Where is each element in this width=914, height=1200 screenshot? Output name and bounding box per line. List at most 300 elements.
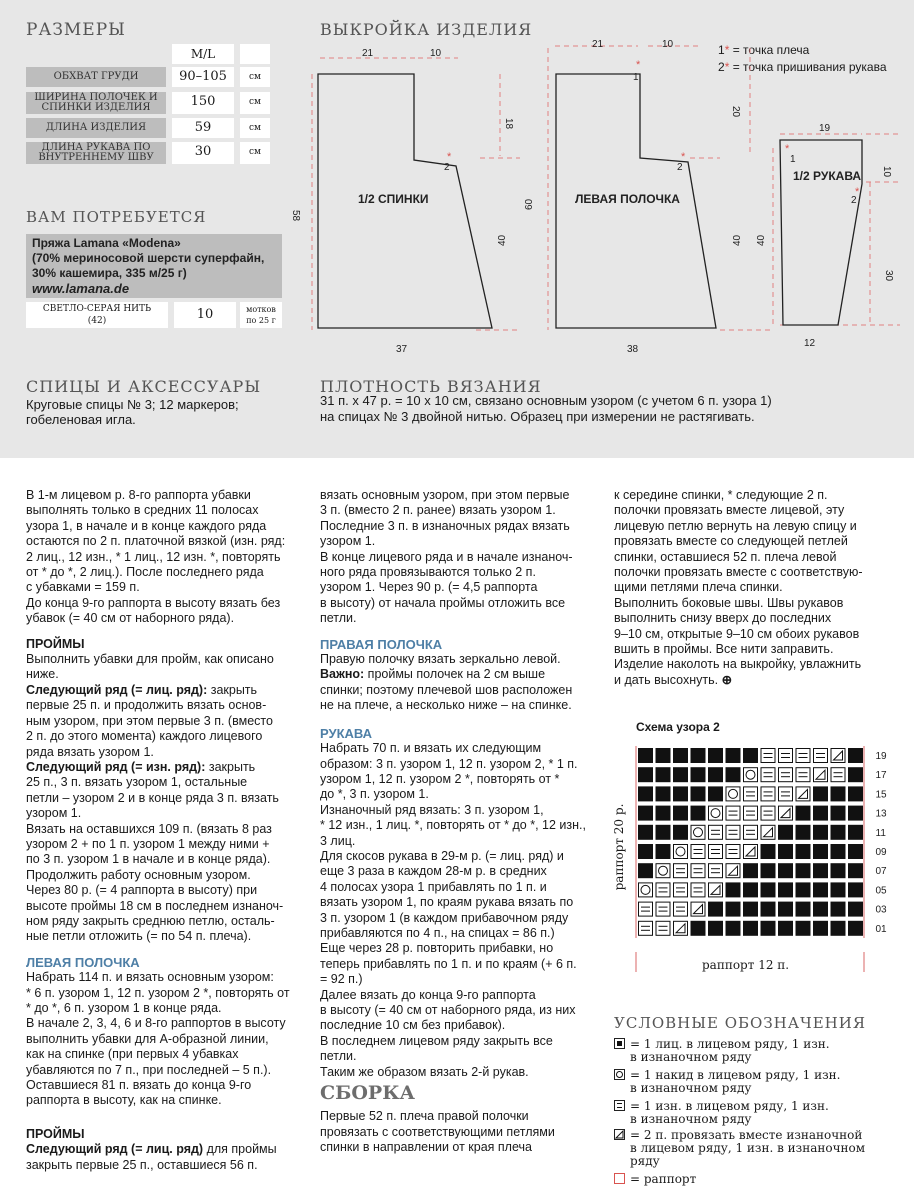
dim-label: 40 (497, 234, 508, 246)
chart-cell (831, 749, 845, 763)
row-number: 03 (875, 904, 887, 916)
text-line: 3 п. узором 1 (в каждом прибавочном ряду (320, 910, 569, 925)
chart-cell (709, 883, 723, 897)
size-header: M/L (172, 44, 234, 64)
size-unit: см (240, 92, 270, 114)
chart-cell (726, 825, 740, 839)
chart-cell (761, 882, 776, 897)
tools-line: гобеленовая игла. (26, 412, 136, 427)
text-line: Набрать 114 п. и вязать основным узором: (26, 970, 274, 985)
chart-cell (831, 806, 846, 821)
size-label: ШИРИНА ПОЛОЧЕК И СПИНКИ ИЗДЕЛИЯ (26, 92, 166, 114)
chart-cell (639, 883, 653, 897)
text-run: закрыть (205, 759, 256, 774)
chart-cell (638, 767, 653, 782)
text-line: в высоту (= 40 см от наборного ряда, из них (320, 1003, 576, 1017)
chart-cell (796, 921, 811, 936)
chart-cell (708, 748, 723, 763)
chart-cell (796, 787, 810, 801)
chart-cell (656, 786, 671, 801)
text-line: выполнить убавки для А-образной линии, (26, 1031, 269, 1046)
text-line: выполнять только в средних 11 полосах (26, 503, 259, 518)
text-line: * 6 п. узором 1, 12 п. узором 2 *, повторять от (26, 985, 290, 1000)
chart-cell (778, 825, 793, 840)
text-line: Продолжить работу основным узором. (26, 867, 251, 882)
text-line: ного ряда провязываются только 2 п. (320, 565, 536, 580)
text-line: образом: 3 п. узором 1, 12 п. узором 2, * 1 п. (320, 756, 578, 771)
size-value: 90–105 (172, 67, 234, 87)
text-line: Таким же образом вязать 2-й рукав. (320, 1064, 529, 1079)
chart-cell (813, 882, 828, 897)
text-line: ном ряду закрыть среднюю петлю, осталь- (26, 913, 275, 928)
chart-cell (673, 786, 688, 801)
chart-cell (674, 845, 688, 859)
chart-cell (726, 882, 741, 897)
row-number: 11 (875, 827, 886, 839)
text-line: В начале 2, 3, 4, 6 и 8-го раппортов в высоту (26, 1016, 286, 1031)
chart-cell (796, 882, 811, 897)
text-line (26, 760, 308, 775)
text-line: спинки; поэтому плечевой шов расположен (320, 682, 573, 697)
sleeve-piece (780, 140, 862, 325)
row-number: 01 (875, 923, 887, 935)
text-line: 2 п. до этого момента) каждого лицевого (26, 729, 263, 744)
dim-label: 21 (362, 48, 374, 59)
color-label: СВЕТЛО-СЕРАЯ НИТЬ (42, 304, 152, 314)
chart-cell (691, 825, 705, 839)
size-label: ДЛИНА РУКАВА ПО ВНУТРЕННЕМУ ШВУ (26, 142, 166, 164)
chart-cell (726, 787, 740, 801)
chart-cell (656, 921, 670, 935)
chart-cell (778, 863, 793, 878)
dim-label: 12 (804, 338, 816, 349)
legend-text: в изнаночном ряду (630, 1050, 752, 1064)
chart-cell (744, 845, 758, 859)
size-label: ОБХВАТ ГРУДИ (26, 67, 166, 87)
text-line: ниже. (26, 667, 59, 682)
note-mark: 1 (718, 43, 725, 57)
dim-label: 10 (881, 166, 892, 178)
guide-lines (312, 46, 900, 330)
legend-text: = 2 п. провязать вместе изнаночной (630, 1128, 863, 1142)
yarn-line: Пряжа Lamana «Modena» (32, 236, 181, 250)
dim-label: 20 (730, 106, 741, 118)
section-heading: ПРОЙМЫ (26, 636, 85, 651)
text-line: убавляются по 7 п., при последней – 5 п.). (26, 1062, 272, 1077)
knitting-chart (630, 740, 910, 980)
mark-1: 1 (633, 72, 639, 83)
row-numbers (876, 751, 888, 935)
chart-cell (814, 749, 828, 763)
chart-cell (744, 787, 758, 801)
tools-title: СПИЦЫ И АКСЕССУАРЫ (26, 377, 262, 396)
dim-label: 19 (819, 123, 831, 134)
text-line: не на плече, а несколько ниже – на спинке. (320, 698, 572, 713)
chart-cell (831, 863, 846, 878)
text-line: Последние 3 п. в изнаночных рядах вязать (320, 518, 570, 533)
chart-cell (656, 844, 671, 859)
dim-label: 40 (756, 234, 767, 246)
bold-run: Важно: (320, 667, 365, 682)
text-line: вязать основным узором, при этом первые (320, 488, 570, 502)
size-unit: см (240, 67, 270, 87)
chart-cell (743, 882, 758, 897)
gauge-text (320, 393, 772, 425)
text-line: петли. (320, 611, 357, 626)
text-line: Правую полочку вязать зеркально левой. (320, 652, 561, 667)
chart-cell (761, 902, 776, 917)
legend-text: в изнаночном ряду (630, 1081, 752, 1095)
text-line (26, 1142, 308, 1157)
text-line: прибавляются по 4 п., на спицах = 86 п.) (320, 925, 555, 940)
chart-cell (708, 786, 723, 801)
chart-cell (674, 902, 688, 916)
repeat-v-wrap (614, 770, 628, 930)
text-line: остаются по 2 п. платочной вязкой (изн. ряд: (26, 534, 286, 549)
text-line: раппорта в высоту, как на спинке. (26, 1093, 222, 1108)
pattern-title: ВЫКРОЙКА ИЗДЕЛИЯ (320, 20, 533, 39)
text-line: петли. (320, 1049, 357, 1064)
chart-cell (813, 863, 828, 878)
size-value: 59 (172, 118, 234, 138)
text-line: узором 1, 12 п. узором 2 *, повторять от * (320, 771, 560, 786)
text-line: * 12 изн., 1 лиц. *, повторять от * до *, 12 изн., (320, 818, 586, 833)
text-line: к середине спинки, * следующие 2 п. (614, 488, 828, 502)
chart-cell (656, 806, 671, 821)
chart-cell (796, 902, 811, 917)
chart-cell (761, 863, 776, 878)
chart-cell (673, 825, 688, 840)
text-line: Оставшиеся 81 п. вязать до конца 9-го (26, 1078, 252, 1093)
text-line: узором 1. (320, 534, 376, 549)
text-line: В последнем лицевом ряду закрыть все (320, 1033, 553, 1048)
chart-cell (761, 768, 775, 782)
note-text: = точка плеча (732, 43, 810, 57)
chart-cell (691, 921, 706, 936)
chart-cell (796, 749, 810, 763)
legend-item (614, 1069, 840, 1095)
mark-2: 2 (851, 195, 857, 206)
text-run: проймы полочек на 2 см выше (364, 667, 546, 682)
chart-cell (656, 883, 670, 897)
chart-cell (691, 767, 706, 782)
legend-text: в изнаночном ряду (630, 1112, 752, 1126)
chart-cell (848, 825, 863, 840)
yarn-over-circle-icon (614, 1069, 625, 1080)
red-star-icon: * (785, 143, 790, 155)
text-line: 2 лиц., 12 изн., * 1 лиц., 12 изн. *, повторять (26, 549, 281, 564)
decrease-triangle-icon (614, 1129, 625, 1140)
text-line: от * до *, 2 лиц.). После последнего ряда (26, 565, 264, 580)
red-star-icon: * (724, 60, 730, 74)
text-line: Изнаночный ряд вязать: 3 п. узором 1, (320, 802, 544, 817)
qty-unit: мотков (246, 305, 276, 314)
text-line: ным узором, при этом первые 3 п. (вместо (26, 713, 273, 728)
chart-cell (778, 921, 793, 936)
chart-cell (708, 767, 723, 782)
text-line: Еще через 28 р. повторить прибавки, но (320, 941, 554, 956)
section-heading: РУКАВА (320, 725, 373, 741)
text-line: узором 2 + по 1 п. узором 1 между ними + (26, 836, 270, 851)
text-line: В 1-м лицевом р. 8-го раппорта убавки (26, 488, 251, 502)
text-column-2 (320, 488, 600, 1156)
chart-cell (743, 863, 758, 878)
chart-cell (638, 825, 653, 840)
text-line: как на спинке (при первых 4 убавках (26, 1047, 239, 1062)
size-label: ДЛИНА ИЗДЕЛИЯ (26, 118, 166, 138)
text-line (614, 673, 904, 688)
dim-label: 38 (627, 344, 639, 355)
text-line: еще 3 раза в каждом 28-м р. в средних (320, 864, 547, 879)
knit-square-icon (614, 1038, 625, 1049)
text-line: Для скосов рукава в 29-м р. (= лиц. ряд) и (320, 848, 564, 863)
yarn-qty: 10 (174, 302, 236, 328)
chart-cell (848, 882, 863, 897)
chart-cell (656, 748, 671, 763)
legend-text: = раппорт (630, 1172, 697, 1186)
text-line: с убавками = 159 п. (26, 580, 140, 595)
mark-2: 2 (677, 162, 683, 173)
chart-cell (673, 806, 688, 821)
yarn-line: 30% кашемира, 335 м/25 г) (32, 266, 187, 280)
text-line: В конце лицевого ряда и в начале изнаноч- (320, 549, 573, 564)
chart-cell (638, 863, 653, 878)
chart-cell (726, 902, 741, 917)
chart-cell (726, 748, 741, 763)
text-line: убавок (= 40 см от наборного ряда). (26, 611, 235, 626)
chart-cell (674, 921, 688, 935)
chart-cell (673, 748, 688, 763)
text-line: * до *, 6 п. узором 1 в конце ряда. (26, 1001, 222, 1015)
bold-run: Следующий ряд (= лиц. ряд) (26, 1142, 204, 1157)
chart-cell (761, 787, 775, 801)
chart-cell (726, 845, 740, 859)
text-line: ряда вязать узором 1. (26, 744, 154, 759)
row-number: 13 (875, 808, 887, 820)
chart-cell (796, 844, 811, 859)
text-line: первые 25 п. и продолжить вязать основ- (26, 698, 267, 713)
chart-cell (708, 921, 723, 936)
purl-square-icon (614, 1100, 625, 1111)
text-line: полочки провязать вместе с соответствую- (614, 565, 863, 580)
legend-item (614, 1173, 696, 1186)
text-line: вшить в проймы. Все нити заправить. (614, 642, 834, 657)
row-number: 19 (875, 751, 887, 762)
bold-run: Следующий ряд (= изн. ряд): (26, 759, 206, 774)
dim-label: 18 (503, 118, 514, 130)
chart-cell (779, 806, 793, 820)
legend-text: = 1 изн. в лицевом ряду, 1 изн. (630, 1099, 829, 1113)
chart-cell (813, 825, 828, 840)
text-line: До конца 9-го раппорта в высоту вязать без (26, 595, 281, 610)
chart-cell (638, 748, 653, 763)
mark-1: 1 (790, 154, 796, 165)
legend-text: ряду (630, 1154, 660, 1168)
color-code: (42) (87, 316, 107, 326)
chart-cell (691, 806, 706, 821)
note-mark: 2 (718, 60, 725, 74)
chart-cell (848, 921, 863, 936)
text-line: ные петли отложить (= по 54 п. плеча). (26, 929, 252, 944)
chart-cell (848, 806, 863, 821)
text-line: 3 п. (вместо 2 п. ранее) вязать узором 1. (320, 503, 556, 518)
qty-unit: по 25 г (246, 316, 276, 325)
size-unit: см (240, 118, 270, 138)
text-line: спинки, оставшиеся 52 п. плеча левой (614, 549, 837, 564)
section-heading: СБОРКА (320, 1082, 415, 1105)
chart-cell (848, 902, 863, 917)
dim-label: 37 (396, 344, 408, 355)
text-line: спинки в направлении от края плеча (320, 1140, 532, 1155)
text-line: провязать с соответствующими петлями (320, 1124, 555, 1139)
chart-cell (796, 768, 810, 782)
mark-2: 2 (444, 162, 450, 173)
text-line: узором 1. (26, 806, 82, 821)
chart-cell (656, 825, 671, 840)
text-line: Выполнить боковые швы. Швы рукавов (614, 595, 844, 610)
red-star-icon: * (724, 43, 730, 57)
chart-cell (709, 845, 723, 859)
chart-cell (674, 883, 688, 897)
dim-label: 40 (732, 234, 743, 246)
chart-cell (831, 844, 846, 859)
size-value: 150 (172, 92, 234, 114)
chart-cell (639, 921, 653, 935)
sizes-title: РАЗМЕРЫ (26, 20, 126, 40)
bold-run: Следующий ряд (= лиц. ряд): (26, 682, 208, 697)
text-column-1 (26, 488, 308, 1173)
chart-cell (813, 844, 828, 859)
text-line: по 3 п. узором 1 в начале и в конце ряда). (26, 852, 271, 867)
chart-cell (796, 863, 811, 878)
chart-cell (743, 748, 758, 763)
dim-label: 60 (524, 198, 535, 210)
text-run: закрыть (207, 682, 258, 697)
legend-item (614, 1100, 829, 1126)
text-line: петли – узором 2 и в конце ряда 3 п. вязать (26, 790, 279, 805)
text-line: Выполнить убавки для пройм, как описано (26, 652, 274, 667)
chart-cell (848, 863, 863, 878)
chart-cell (761, 825, 775, 839)
chart-cell (709, 806, 723, 820)
chart-cell (638, 806, 653, 821)
dim-label: 10 (430, 48, 442, 59)
text-column-3 (614, 488, 904, 688)
chart-cell (796, 825, 811, 840)
text-line: 9–10 см, открытые 9–10 см обоих рукавов (614, 626, 860, 641)
chart-cell (656, 902, 670, 916)
chart-cells (638, 748, 863, 936)
paragraph (26, 488, 308, 627)
text-line: до *, 3 п. узором 1. (320, 787, 429, 802)
section-heading: ЛЕВАЯ ПОЛОЧКА (26, 954, 140, 970)
chart-cell (779, 749, 793, 763)
text-line: узора 1, в начале и в конце каждого ряда (26, 518, 267, 533)
text-line: теперь прибавлять по 1 п. и по краям (+ 6 п. (320, 956, 577, 971)
dim-label: 58 (290, 210, 301, 222)
needs-title: ВАМ ПОТРЕБУЕТСЯ (26, 208, 207, 226)
chart-cell (779, 768, 793, 782)
yarn-line: (70% мериносовой шерсти суперфайн, (32, 251, 265, 265)
chart-cell (691, 883, 705, 897)
text-line: щими петлями плеча спинки. (614, 580, 783, 595)
red-star-icon: * (447, 151, 452, 163)
size-unit: см (240, 142, 270, 164)
text-line: выполнить снизу вверх до последних (614, 611, 832, 626)
yarn-site: www.lamana.de (32, 281, 130, 296)
row-number: 09 (875, 847, 887, 858)
legend-item (614, 1038, 830, 1064)
repeat-v-label: раппорт 20 р. (612, 803, 626, 891)
chart-cell (848, 748, 863, 763)
row-number: 17 (875, 770, 887, 782)
text-line (26, 683, 308, 698)
chart-cell (726, 806, 740, 820)
chart-cell (778, 902, 793, 917)
chart-cell (761, 921, 776, 936)
chart-cell (831, 825, 846, 840)
chart-cell (831, 786, 846, 801)
chart-cell (726, 921, 741, 936)
row-number: 05 (875, 885, 887, 897)
text-line: высоте проймы 18 см в последнем изнаноч- (26, 898, 284, 913)
chart-cell (813, 902, 828, 917)
dim-label: 10 (662, 39, 674, 50)
chart-cell (673, 767, 688, 782)
gauge-title: ПЛОТНОСТЬ ВЯЗАНИЯ (320, 377, 542, 396)
text-line: Набрать 70 п. и вязать их следующим (320, 741, 542, 756)
chart-cell (813, 786, 828, 801)
chart-cell (778, 882, 793, 897)
gauge-line: на спицах № 3 двойной нитью. Образец при измерении не растягивать. (320, 409, 755, 424)
red-star-icon: * (855, 186, 860, 198)
text-line: полочки провязать вместе лицевой, эту (614, 503, 845, 518)
section-heading: ПРОЙМЫ (26, 1126, 85, 1141)
legend-title: УСЛОВНЫЕ ОБОЗНАЧЕНИЯ (614, 1014, 866, 1032)
chart-cell (708, 902, 723, 917)
chart-cell (656, 767, 671, 782)
chart-cell (709, 825, 723, 839)
chart-cell (674, 864, 688, 878)
sleeve-label: 1/2 РУКАВА (793, 169, 862, 183)
gauge-line: 31 п. х 47 р. = 10 х 10 см, связано основным узором (с учетом 6 п. узора 1) (320, 393, 772, 408)
row-number: 15 (875, 789, 887, 801)
text-line: 3 лиц. (320, 833, 356, 848)
chart-cell (639, 902, 653, 916)
chart-cell (848, 844, 863, 859)
chart-cell (813, 806, 828, 821)
section-heading: ПРАВАЯ ПОЛОЧКА (320, 636, 443, 652)
legend-text: = 1 лиц. в лицевом ряду, 1 изн. (630, 1037, 830, 1051)
back-label: 1/2 СПИНКИ (358, 192, 429, 206)
text-line: закрыть первые 25 п., оставшиеся 56 п. (26, 1157, 258, 1172)
chart-cell (831, 882, 846, 897)
text-line: 4 полосах узора 1 прибавлять по 1 п. и (320, 879, 547, 894)
tools-line: Круговые спицы № 3; 12 маркеров; (26, 397, 239, 412)
repeat-box-icon (614, 1173, 625, 1184)
chart-cell (779, 787, 793, 801)
chart-cell (726, 767, 741, 782)
end-mark-icon: ⊕ (721, 672, 733, 687)
chart-cell (691, 786, 706, 801)
chart-cell (743, 921, 758, 936)
front-label: ЛЕВАЯ ПОЛОЧКА (575, 192, 680, 206)
chart-cell (761, 806, 775, 820)
text-line: Далее вязать до конца 9-го раппорта (320, 987, 536, 1002)
red-star-icon: * (636, 59, 641, 71)
chart-cell (761, 844, 776, 859)
chart-cell (709, 864, 723, 878)
